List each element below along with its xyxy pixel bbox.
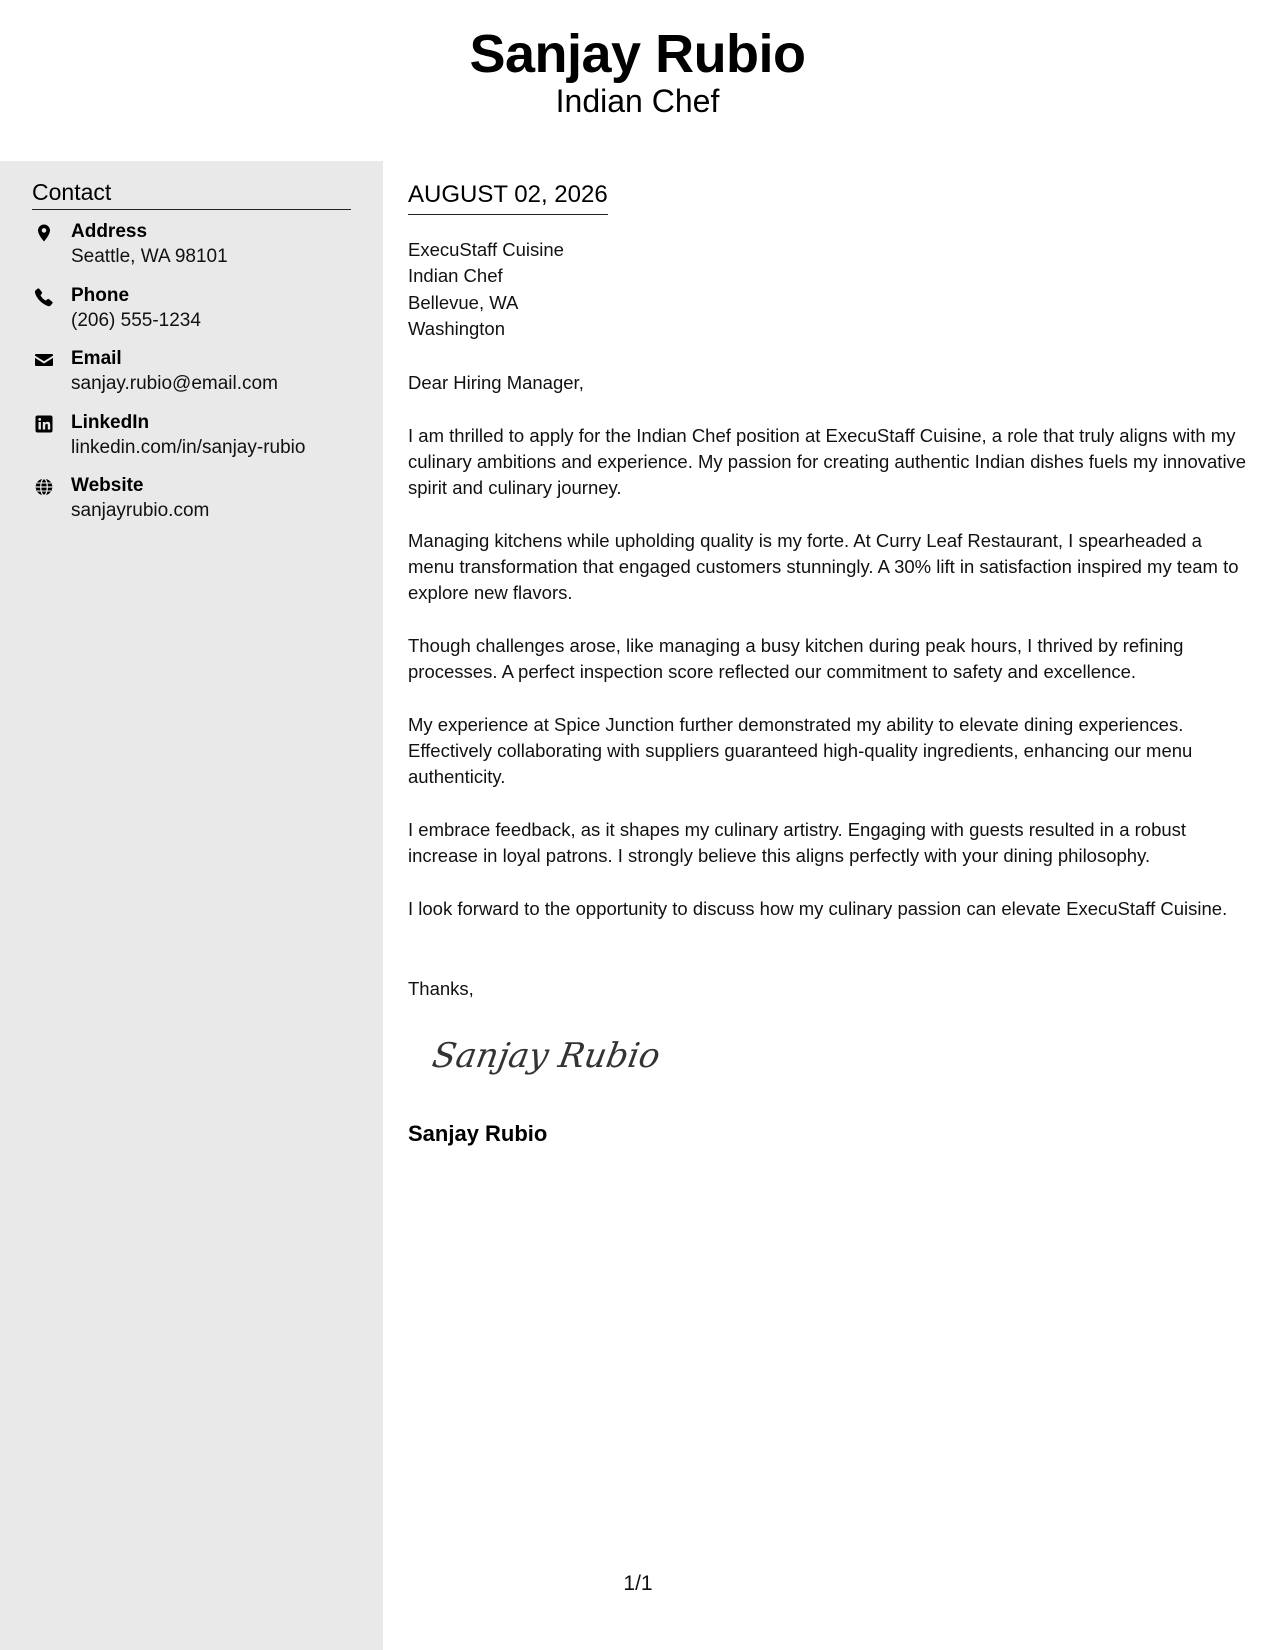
page-number: 1/1	[623, 1572, 653, 1595]
applicant-title: Indian Chef	[555, 83, 720, 119]
letter-paragraph: Managing kitchens while upholding quality is my forte. At Curry Leaf Restaurant, I spearheaded a menu transformation that engaged customers stunningly. A 30% lift in satisfaction inspired my team to explore new flavors.	[408, 529, 1239, 604]
recipient-block	[408, 237, 564, 342]
map-pin-icon	[34, 223, 54, 243]
recipient-position: Indian Chef	[408, 265, 503, 287]
contact-item-website	[32, 473, 362, 537]
closing: Thanks,	[408, 978, 474, 999]
handwritten-signature	[429, 1027, 664, 1087]
phone-value: (206) 555-1234	[71, 309, 201, 331]
letter-text	[408, 370, 1248, 949]
contact-item-phone	[32, 283, 362, 347]
contact-list	[32, 219, 362, 537]
address-value: Seattle, WA 98101	[71, 246, 228, 267]
contact-label: LinkedIn	[71, 411, 150, 433]
signed-name: Sanjay Rubio	[408, 1121, 548, 1146]
phone-icon	[34, 287, 54, 307]
contact-label: Phone	[71, 284, 130, 306]
signature-text: Sanjay Rubio	[429, 1036, 664, 1076]
letter-paragraph: I look forward to the opportunity to discuss how my culinary passion can elevate ExecuStaff Cuisine.	[408, 897, 1228, 919]
contact-label: Website	[71, 475, 144, 496]
linkedin-icon	[34, 414, 54, 434]
globe-icon	[34, 477, 54, 497]
contact-item-linkedin	[32, 410, 362, 474]
website-value: sanjayrubio.com	[71, 500, 210, 521]
contact-item-email	[32, 346, 362, 410]
salutation: Dear Hiring Manager,	[408, 372, 584, 393]
envelope-icon	[34, 350, 54, 370]
applicant-name: Sanjay Rubio	[469, 24, 806, 84]
letter-header	[0, 0, 1275, 161]
letter-paragraph: Though challenges arose, like managing a busy kitchen during peak hours, I thrived by refining processes. A perfect inspection score reflected our commitment to safety and excellence.	[408, 634, 1184, 683]
contact-label: Address	[71, 221, 148, 242]
linkedin-value: linkedin.com/in/sanjay-rubio	[71, 436, 306, 458]
recipient-company: ExecuStaff Cuisine	[408, 239, 564, 260]
contact-sidebar	[0, 161, 383, 1650]
contact-heading: Contact	[32, 177, 351, 210]
contact-label: Email	[71, 348, 122, 369]
contact-item-address	[32, 219, 362, 283]
letter-paragraph: My experience at Spice Junction further demonstrated my ability to elevate dining experiences. Effectively collaborating with suppliers guaranteed high-quality ingredients, enhancing our menu authenticity.	[408, 713, 1193, 788]
letter-date: AUGUST 02, 2026	[408, 179, 608, 215]
recipient-state: Washington	[408, 317, 506, 339]
email-value: sanjay.rubio@email.com	[71, 373, 278, 394]
letter-paragraph: I am thrilled to apply for the Indian Chef position at ExecuStaff Cuisine, a role that truly aligns with my culinary ambitions and experience. My passion for creating authentic Indian dishes fuels my innovative spirit and culinary journey.	[408, 424, 1247, 499]
letter-paragraph: I embrace feedback, as it shapes my culinary artistry. Engaging with guests resulted in a robust increase in loyal patrons. I strongly believe this aligns perfectly with your dining philosophy.	[408, 819, 1187, 867]
recipient-city: Bellevue, WA	[408, 291, 519, 313]
